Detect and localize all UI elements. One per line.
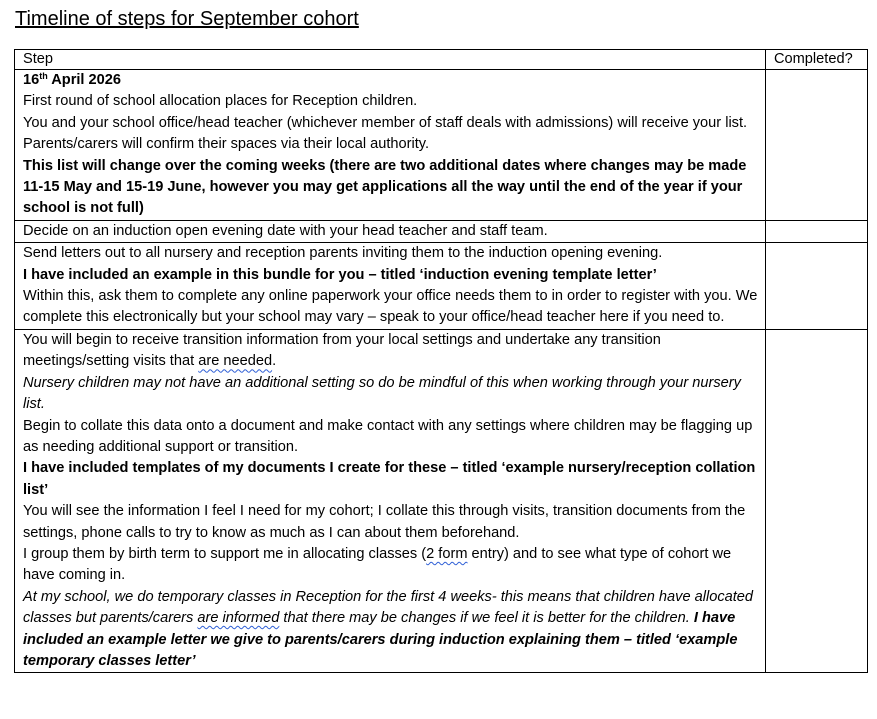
step-cell bbox=[15, 329, 766, 673]
step-cell bbox=[15, 70, 766, 221]
table-row bbox=[15, 220, 868, 242]
completed-cell[interactable] bbox=[766, 70, 868, 221]
completed-cell[interactable] bbox=[766, 220, 868, 242]
step-date: 16th April 2026 bbox=[23, 71, 122, 88]
completed-cell[interactable] bbox=[766, 329, 868, 673]
spellcheck-underline: 2 form bbox=[426, 545, 468, 562]
page-title: Timeline of steps for September cohort bbox=[15, 8, 359, 30]
step-cell bbox=[15, 243, 766, 330]
table-row bbox=[15, 329, 868, 673]
timeline-table bbox=[14, 49, 868, 673]
table-row bbox=[15, 243, 868, 330]
step-text: You will see the information I feel I need for my cohort; I collate this through visits, transition documents from the settings, phone calls to try to know as much as I can about them beforehand. bbox=[23, 503, 746, 541]
step-note-bold: I have included an example in this bundle for you – titled ‘induction evening template letter’ bbox=[23, 266, 657, 283]
step-text: Decide on an induction open evening date with your head teacher and staff team. bbox=[23, 222, 548, 239]
step-note-italic: Nursery children may not have an additional setting so do be mindful of this when working through your nursery list. bbox=[23, 374, 741, 413]
step-text: Send letters out to all nursery and reception parents inviting them to the induction opening evening. bbox=[23, 245, 663, 262]
table-row bbox=[15, 70, 868, 221]
table-header-row bbox=[15, 50, 868, 70]
step-text: You will begin to receive transition information from your local settings and undertake any transition meetings/setting visits that are needed. bbox=[23, 331, 661, 370]
step-text: First round of school allocation places for Reception children. bbox=[23, 93, 418, 110]
step-text: I group them by birth term to support me in allocating classes (2 form entry) and to see what type of cohort we have coming in. bbox=[23, 545, 732, 584]
step-note-italic: At my school, we do temporary classes in Reception for the first 4 weeks- this means that children have allocated classes but parents/carers are informed that there may be changes if we feel it is better for the children. I have included an example letter we give to parents/carers during induction explaining them – titled ‘example temporary classes letter’ bbox=[23, 588, 754, 669]
step-text: Parents/carers will confirm their spaces via their local authority. bbox=[23, 136, 430, 153]
completed-column-header: Completed? bbox=[766, 50, 868, 70]
completed-cell[interactable] bbox=[766, 243, 868, 330]
step-text: Begin to collate this data onto a document and make contact with any settings where children may be flagging up as needing additional support or transition. bbox=[23, 417, 753, 455]
step-cell bbox=[15, 220, 766, 242]
spellcheck-underline: are informed bbox=[197, 610, 280, 627]
step-note-bold: I have included templates of my documents I create for these – titled ‘example nursery/reception collation list’ bbox=[23, 460, 756, 498]
step-text: You and your school office/head teacher (whichever member of staff deals with admissions) will receive your list. bbox=[23, 114, 748, 131]
step-text: Within this, ask them to complete any online paperwork your office needs them to in order to register with you. We complete this electronically but your school may vary – speak to your office/head teacher here if you need to. bbox=[23, 288, 758, 326]
step-note-bold: This list will change over the coming weeks (there are two additional dates where changes may be made 11-15 May and 15-19 June, however you may get applications all the way until the end of the year if your school is not full) bbox=[23, 157, 747, 217]
step-column-header: Step bbox=[15, 50, 766, 70]
spellcheck-underline: are needed bbox=[198, 353, 273, 370]
